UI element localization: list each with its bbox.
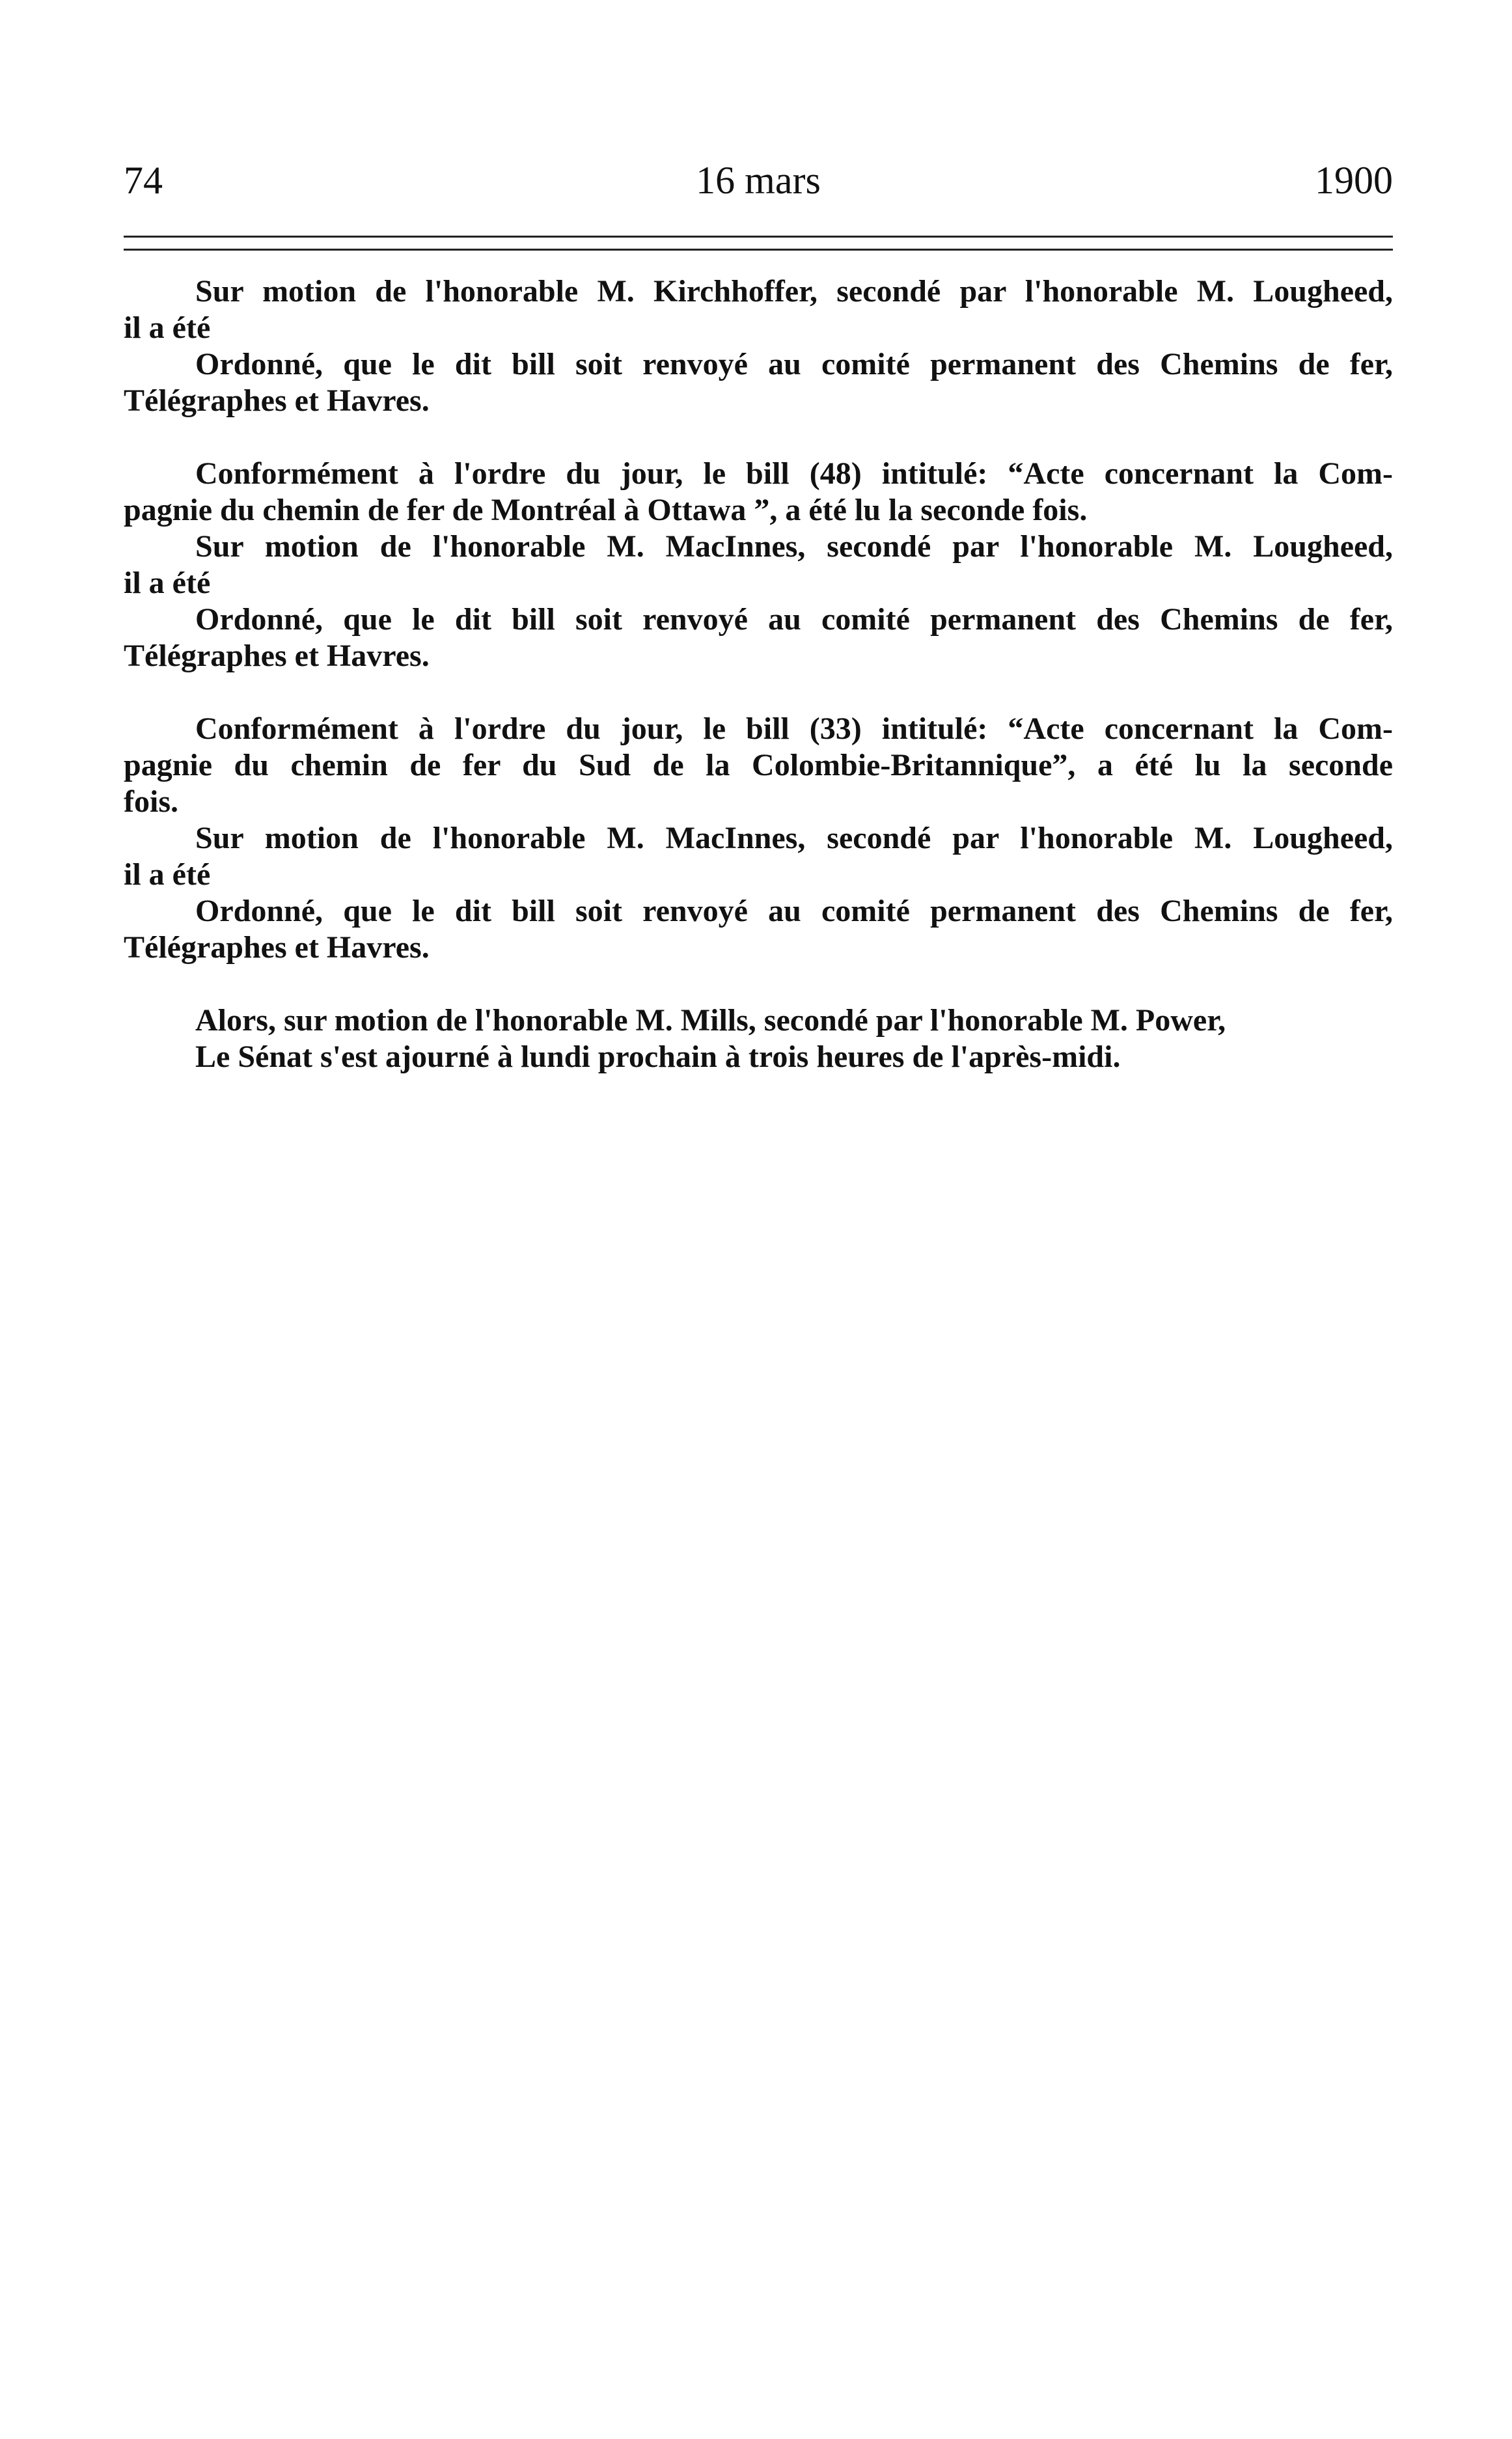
text-line: Ordonné, que le dit bill soit renvoyé au comité permanent des Chemins de fer, bbox=[195, 347, 1393, 381]
paragraph-bill-48 bbox=[124, 456, 1393, 674]
text-line: Sur motion de l'honorable M. MacInnes, secondé par l'honorable M. Lougheed, bbox=[195, 821, 1393, 855]
text-line: Sur motion de l'honorable M. Kirchhoffer, secondé par l'honorable M. Lougheed, bbox=[195, 274, 1393, 309]
text-line: Ordonné, que le dit bill soit renvoyé au comité permanent des Chemins de fer, bbox=[195, 602, 1393, 637]
document-body bbox=[124, 273, 1393, 1075]
paragraph-bill-33 bbox=[124, 711, 1393, 966]
paragraph-adjournment bbox=[124, 1002, 1393, 1075]
text-line: Ordonné, que le dit bill soit renvoyé au comité permanent des Chemins de fer, bbox=[195, 894, 1393, 928]
header-rule-top bbox=[124, 236, 1393, 238]
text-line: Sur motion de l'honorable M. MacInnes, secondé par l'honorable M. Lougheed, bbox=[195, 529, 1393, 564]
text-line: Télégraphes et Havres. bbox=[124, 930, 430, 965]
text-line: Télégraphes et Havres. bbox=[124, 639, 430, 673]
page-number: 74 bbox=[124, 159, 163, 202]
text-line: il a été bbox=[124, 310, 211, 345]
text-line: pagnie du chemin de fer du Sud de la Colombie-Britannique”, a été lu la seconde bbox=[124, 748, 1393, 782]
page-date: 16 mars bbox=[696, 159, 821, 202]
text-line: Alors, sur motion de l'honorable M. Mills, secondé par l'honorable M. Power, bbox=[195, 1003, 1226, 1038]
text-line: il a été bbox=[124, 857, 211, 892]
text-line: fois. bbox=[124, 784, 178, 819]
page-year: 1900 bbox=[1315, 159, 1393, 202]
page-header bbox=[124, 151, 1393, 210]
text-line: il a été bbox=[124, 566, 211, 600]
header-rule-bottom bbox=[124, 249, 1393, 251]
text-line: Télégraphes et Havres. bbox=[124, 383, 430, 418]
text-line: Conformément à l'ordre du jour, le bill (33) intitulé: “Acte concernant la Com- bbox=[195, 711, 1393, 746]
text-line: Le Sénat s'est ajourné à lundi prochain à trois heures de l'après-midi. bbox=[195, 1040, 1121, 1074]
text-line: pagnie du chemin de fer de Montréal à Ottawa ”, a été lu la seconde fois. bbox=[124, 493, 1088, 527]
text-line: Conformément à l'ordre du jour, le bill (48) intitulé: “Acte concernant la Com- bbox=[195, 456, 1393, 491]
paragraph-kirchhoffer-motion bbox=[124, 273, 1393, 419]
